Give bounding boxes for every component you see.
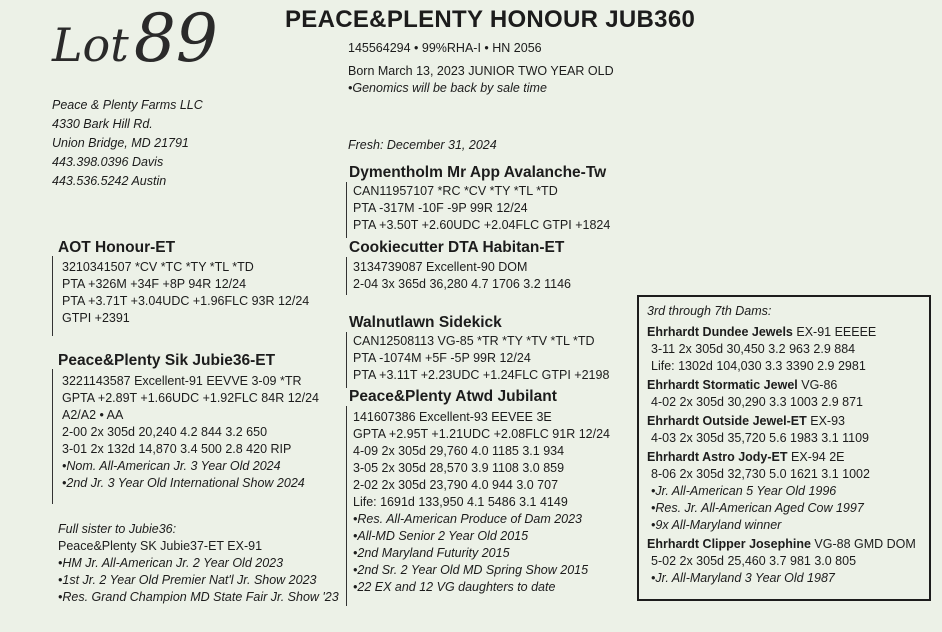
dam-note: •2nd Jr. 3 Year Old International Show 2024 [62, 476, 305, 490]
dam-of-dam-note: •2nd Sr. 2 Year Old MD Spring Show 2015 [353, 563, 589, 577]
full-sister-intro: Full sister to Jubie36: [58, 522, 177, 536]
dam-of-sire-bracket [346, 257, 347, 295]
dam-of-dam-line: 4-09 2x 305d 29,760 4.0 1185 3.1 934 [353, 444, 565, 458]
dam-details [62, 373, 319, 492]
dam-line: A2/A2 • AA [62, 408, 124, 422]
ancestor-dam-name [647, 536, 916, 553]
sire-of-dam-name: Walnutlawn Sidekick [349, 314, 502, 331]
dam-of-sire-details [353, 259, 571, 293]
dam-of-sire-name: Cookiecutter DTA Habitan-ET [349, 239, 565, 256]
ancestor-dam-line: 4-02 2x 305d 30,290 3.3 1003 2.9 871 [651, 395, 863, 409]
ancestor-dam-score: EX-94 2E [791, 450, 845, 464]
sire-of-sire-details [353, 183, 610, 234]
ancestor-dam-line: 3-11 2x 305d 30,450 3.2 963 2.9 884 [651, 342, 856, 356]
registration-line: 145564294 • 99%RHA-I • HN 2056 [348, 41, 542, 55]
dam-line: 3-01 2x 132d 14,870 3.4 500 2.8 420 RIP [62, 442, 292, 456]
consignor-address [52, 96, 203, 191]
fresh-date: Fresh: December 31, 2024 [348, 138, 497, 152]
ancestor-dam-name [647, 413, 916, 430]
ancestor-dam-name [647, 324, 916, 341]
sire-of-sire-bracket [346, 182, 347, 238]
full-sister-name: Peace&Plenty SK Jubie37-ET EX-91 [58, 539, 263, 553]
dam-name: Peace&Plenty Sik Jubie36-ET [58, 352, 276, 369]
dam-of-dam-note: •Res. All-American Produce of Dam 2023 [353, 512, 583, 526]
dam-of-dam-note: •22 EX and 12 VG daughters to date [353, 580, 556, 594]
ancestor-dam-title: Ehrhardt Clipper Josephine [647, 537, 811, 551]
sire-line: GTPI +2391 [62, 311, 130, 325]
dam-of-dam-note: •2nd Maryland Futurity 2015 [353, 546, 510, 560]
sire-of-sire-line: PTA +3.50T +2.60UDC +2.04FLC GTPI +1824 [353, 218, 611, 232]
ancestor-dam-note: •Jr. All-American 5 Year Old 1996 [651, 484, 837, 498]
dam-of-dam-line: 3-05 2x 305d 28,570 3.9 1108 3.0 859 [353, 461, 565, 475]
full-sister-note: •Res. Grand Champion MD State Fair Jr. Show '23 [58, 590, 339, 604]
ancestor-dam-line: 5-02 2x 305d 25,460 3.7 981 3.0 805 [651, 554, 857, 568]
sire-details [62, 259, 309, 327]
ancestor-dam-line: 8-06 2x 305d 32,730 5.0 1621 3.1 1002 [651, 467, 870, 481]
birth-line: Born March 13, 2023 JUNIOR TWO YEAR OLD [348, 64, 614, 78]
sire-of-sire-line: PTA -317M -10F -9P 99R 12/24 [353, 201, 528, 215]
sire-line: 3210341507 *CV *TC *TY *TL *TD [62, 260, 254, 274]
ancestor-dam-note: •Jr. All-Maryland 3 Year Old 1987 [651, 571, 835, 585]
dams-box [637, 295, 931, 601]
full-sister-section [58, 521, 339, 606]
consignor-phone-2: 443.536.5242 Austin [52, 174, 167, 188]
consignor-phone-1: 443.398.0396 Davis [52, 155, 164, 169]
ancestor-dam-note: •9x All-Maryland winner [651, 518, 782, 532]
ancestor-dam-title: Ehrhardt Outside Jewel-ET [647, 414, 807, 428]
lot-number [52, 0, 218, 77]
sire-of-dam-line: PTA -1074M +5F -5P 99R 12/24 [353, 351, 531, 365]
dam-of-dam-line: 2-02 2x 305d 23,790 4.0 944 3.0 707 [353, 478, 559, 492]
sire-line: PTA +3.71T +3.04UDC +1.96FLC 93R 12/24 [62, 294, 310, 308]
ancestor-dam-score: EX-91 EEEEE [796, 325, 877, 339]
dam-of-sire-line: 3134739087 Excellent-90 DOM [353, 260, 528, 274]
dam-of-dam-line: 141607386 Excellent-93 EEVEE 3E [353, 410, 552, 424]
genomics-note: •Genomics will be back by sale time [348, 81, 547, 95]
sire-line: PTA +326M +34F +8P 94R 12/24 [62, 277, 247, 291]
dam-line: 2-00 2x 305d 20,240 4.2 844 3.2 650 [62, 425, 268, 439]
dam-of-dam-name: Peace&Plenty Atwd Jubilant [349, 388, 557, 405]
dam-of-dam-details [353, 409, 610, 596]
ancestor-dam-name [647, 449, 916, 466]
lot-word: Lot [52, 18, 129, 72]
dams-box-heading: 3rd through 7th Dams: [647, 304, 772, 318]
ancestor-dam-title: Ehrhardt Astro Jody-ET [647, 450, 788, 464]
dam-bracket [52, 369, 53, 504]
ancestor-dam-note: •Res. Jr. All-American Aged Cow 1997 [651, 501, 864, 515]
dam-note: •Nom. All-American Jr. 3 Year Old 2024 [62, 459, 281, 473]
dam-of-dam-line: GPTA +2.95T +1.21UDC +2.08FLC 91R 12/24 [353, 427, 610, 441]
ancestor-dam-name [647, 377, 916, 394]
consignor-city: Union Bridge, MD 21791 [52, 136, 189, 150]
full-sister-note: •1st Jr. 2 Year Old Premier Nat'l Jr. Show 2023 [58, 573, 317, 587]
consignor-name: Peace & Plenty Farms LLC [52, 98, 203, 112]
sire-of-sire-line: CAN11957107 *RC *CV *TY *TL *TD [353, 184, 558, 198]
ancestor-dam-score: VG-88 GMD DOM [814, 537, 916, 551]
dam-of-dam-line: Life: 1691d 133,950 4.1 5486 3.1 4149 [353, 495, 568, 509]
page-title: PEACE&PLENTY HONOUR JUB360 [285, 6, 696, 33]
sire-bracket [52, 256, 53, 336]
ancestor-dam-score: VG-86 [801, 378, 838, 392]
consignor-street: 4330 Bark Hill Rd. [52, 117, 153, 131]
ancestor-dam-line: 4-03 2x 305d 35,720 5.6 1983 3.1 1109 [651, 431, 870, 445]
sire-of-dam-line: PTA +3.11T +2.23UDC +1.24FLC GTPI +2198 [353, 368, 610, 382]
full-sister-note: •HM Jr. All-American Jr. 2 Year Old 2023 [58, 556, 284, 570]
ancestor-dam-score: EX-93 [810, 414, 845, 428]
sire-of-dam-bracket [346, 332, 347, 388]
sire-name: AOT Honour-ET [58, 239, 176, 256]
ancestor-dam-line: Life: 1302d 104,030 3.3 3390 2.9 2981 [651, 359, 866, 373]
dam-of-dam-bracket [346, 406, 347, 606]
dams-box-content [647, 303, 916, 587]
dam-of-dam-note: •All-MD Senior 2 Year Old 2015 [353, 529, 529, 543]
dam-line: 3221143587 Excellent-91 EEVVE 3-09 *TR [62, 374, 302, 388]
sire-of-sire-name: Dymentholm Mr App Avalanche-Tw [349, 164, 607, 181]
lot-digits: 89 [133, 0, 218, 77]
ancestor-dam-title: Ehrhardt Dundee Jewels [647, 325, 793, 339]
dam-of-sire-line: 2-04 3x 365d 36,280 4.7 1706 3.2 1146 [353, 277, 572, 291]
sire-of-dam-line: CAN12508113 VG-85 *TR *TY *TV *TL *TD [353, 334, 595, 348]
dam-line: GPTA +2.89T +1.66UDC +1.92FLC 84R 12/24 [62, 391, 319, 405]
sire-of-dam-details [353, 333, 609, 384]
ancestor-dam-title: Ehrhardt Stormatic Jewel [647, 378, 798, 392]
